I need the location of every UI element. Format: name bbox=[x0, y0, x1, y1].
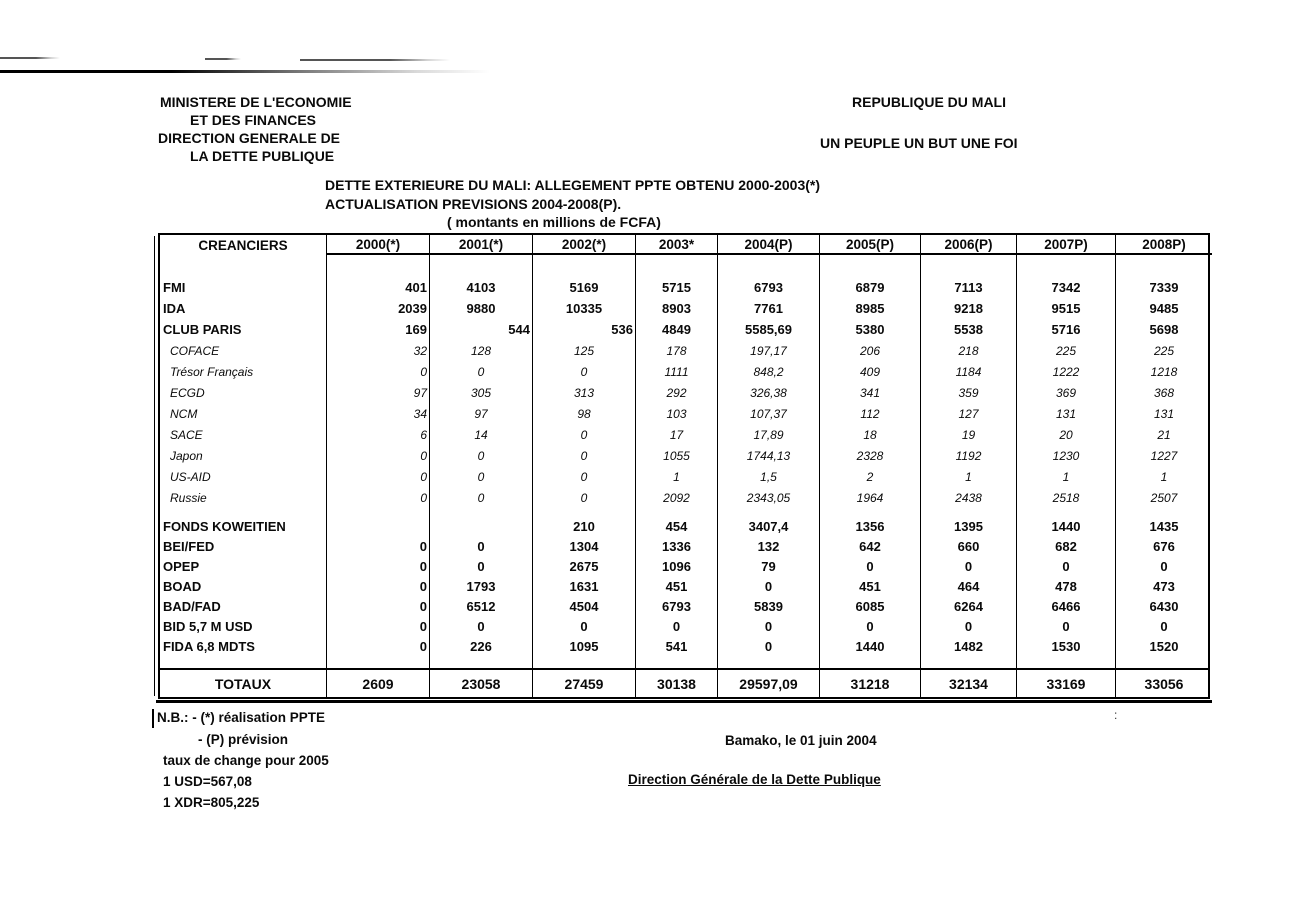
scan-artifact-dash bbox=[300, 59, 450, 61]
value-cell: 682 bbox=[1017, 536, 1116, 556]
spacer-row bbox=[160, 656, 1208, 668]
value-cell: 0 bbox=[327, 361, 430, 382]
value-cell: 0 bbox=[1017, 556, 1116, 576]
value-cell: 0 bbox=[718, 636, 820, 656]
value-cell: 1304 bbox=[533, 536, 636, 556]
value-cell: 0 bbox=[430, 556, 533, 576]
value-cell: 127 bbox=[921, 403, 1017, 424]
table-row bbox=[160, 636, 1208, 656]
value-cell: 0 bbox=[327, 487, 430, 508]
value-cell: 1440 bbox=[1017, 516, 1116, 536]
value-cell: 5839 bbox=[718, 596, 820, 616]
column-header: 2005(P) bbox=[820, 235, 921, 255]
table-row bbox=[160, 516, 1208, 536]
table-subrow bbox=[160, 487, 1208, 508]
value-cell: 4103 bbox=[430, 277, 533, 298]
creditor-label: CLUB PARIS bbox=[160, 319, 327, 340]
value-cell: 1192 bbox=[921, 445, 1017, 466]
value-cell: 1 bbox=[1017, 466, 1116, 487]
value-cell: 225 bbox=[1153, 343, 1175, 358]
value-cell: 1 bbox=[1160, 469, 1168, 484]
totals-label: TOTAUX bbox=[160, 670, 327, 697]
value-cell: 359 bbox=[921, 382, 1017, 403]
creditor-label: ECGD bbox=[160, 382, 327, 403]
spacer-row bbox=[160, 255, 1208, 277]
value-cell: 1218 bbox=[1150, 364, 1178, 379]
totals-value-cell: 33169 bbox=[1017, 670, 1116, 697]
value-cell: 5585,69 bbox=[718, 319, 820, 340]
value-cell: 21 bbox=[1157, 427, 1171, 442]
value-cell: 226 bbox=[430, 636, 533, 656]
value-cell: 132 bbox=[718, 536, 820, 556]
value-cell: 473 bbox=[1153, 578, 1175, 594]
scan-double-bottom-border bbox=[156, 700, 1212, 703]
column-header: CREANCIERS bbox=[160, 235, 327, 255]
value-cell: 32 bbox=[327, 340, 430, 361]
value-cell: 2518 bbox=[1017, 487, 1116, 508]
value-cell: 8903 bbox=[636, 298, 718, 319]
value-cell: 1095 bbox=[533, 636, 636, 656]
value-cell: 0 bbox=[1160, 558, 1168, 574]
value-cell: 5715 bbox=[636, 277, 718, 298]
value-cell: 6466 bbox=[1017, 596, 1116, 616]
value-cell: 20 bbox=[1017, 424, 1116, 445]
creditor-label: IDA bbox=[160, 298, 327, 319]
value-cell: 1 bbox=[921, 466, 1017, 487]
value-cell: 0 bbox=[430, 487, 533, 508]
column-header: 2002(*) bbox=[533, 235, 636, 255]
totals-value-cell: 32134 bbox=[921, 670, 1017, 697]
creditor-label: OPEP bbox=[160, 556, 327, 576]
creditor-label: Russie bbox=[160, 487, 327, 508]
value-cell: 19 bbox=[921, 424, 1017, 445]
debt-table bbox=[158, 233, 1210, 699]
value-cell: 0 bbox=[327, 596, 430, 616]
value-cell: 0 bbox=[430, 616, 533, 636]
value-cell: 0 bbox=[1160, 618, 1168, 634]
value-cell: 1631 bbox=[533, 576, 636, 596]
totals-row bbox=[160, 668, 1208, 697]
value-cell: 1227 bbox=[1150, 448, 1178, 463]
value-cell: 341 bbox=[820, 382, 921, 403]
totals-value-cell: 33056 bbox=[1144, 675, 1184, 692]
scan-artifact-dash bbox=[205, 58, 241, 60]
value-cell: 5380 bbox=[820, 319, 921, 340]
table-row bbox=[160, 319, 1208, 340]
value-cell: 0 bbox=[533, 424, 636, 445]
value-cell: 2 bbox=[820, 466, 921, 487]
value-cell: 0 bbox=[533, 445, 636, 466]
table-subrow bbox=[160, 445, 1208, 466]
column-header: 2000(*) bbox=[327, 235, 430, 255]
value-cell: 0 bbox=[533, 487, 636, 508]
value-cell: 0 bbox=[921, 616, 1017, 636]
value-cell: 6264 bbox=[921, 596, 1017, 616]
totals-value-cell: 31218 bbox=[820, 670, 921, 697]
scan-artifact-dash bbox=[0, 57, 60, 59]
value-cell: 9880 bbox=[430, 298, 533, 319]
ministry-line-2: ET DES FINANCES bbox=[190, 112, 317, 128]
value-cell: 454 bbox=[636, 516, 718, 536]
value-cell: 4504 bbox=[533, 596, 636, 616]
value-cell: 0 bbox=[820, 556, 921, 576]
value-cell: 1336 bbox=[636, 536, 718, 556]
value-cell: 2092 bbox=[636, 487, 718, 508]
table-row bbox=[160, 277, 1208, 298]
value-cell: 2438 bbox=[921, 487, 1017, 508]
table-row bbox=[160, 596, 1208, 616]
column-header: 2001(*) bbox=[430, 235, 533, 255]
value-cell: 2039 bbox=[327, 298, 430, 319]
value-cell: 2343,05 bbox=[718, 487, 820, 508]
value-cell: 1356 bbox=[820, 516, 921, 536]
footnote-nb-1: N.B.: - (*) réalisation PPTE bbox=[157, 710, 326, 725]
value-cell: 9515 bbox=[1017, 298, 1116, 319]
value-cell: 6085 bbox=[820, 596, 921, 616]
value-cell: 112 bbox=[820, 403, 921, 424]
xdr-rate: 1 XDR=805,225 bbox=[163, 795, 260, 810]
value-cell: 0 bbox=[921, 556, 1017, 576]
doc-title-units: ( montants en millions de FCFA) bbox=[447, 214, 661, 230]
table-row bbox=[160, 616, 1208, 636]
value-cell: 326,38 bbox=[718, 382, 820, 403]
value-cell: 0 bbox=[636, 616, 718, 636]
value-cell: 131 bbox=[1153, 406, 1175, 421]
value-cell: 660 bbox=[921, 536, 1017, 556]
value-cell: 34 bbox=[327, 403, 430, 424]
table-subrow bbox=[160, 403, 1208, 424]
value-cell: 0 bbox=[327, 556, 430, 576]
value-cell: 107,37 bbox=[718, 403, 820, 424]
value-cell: 0 bbox=[327, 445, 430, 466]
value-cell: 0 bbox=[327, 466, 430, 487]
value-cell: 7761 bbox=[718, 298, 820, 319]
creditor-label: BOAD bbox=[160, 576, 327, 596]
value-cell: 464 bbox=[921, 576, 1017, 596]
value-cell: 6793 bbox=[718, 277, 820, 298]
creditor-label: FONDS KOWEITIEN bbox=[160, 516, 327, 536]
creditor-label: FIDA 6,8 MDTS bbox=[160, 636, 327, 656]
value-cell: 210 bbox=[533, 516, 636, 536]
value-cell: 848,2 bbox=[718, 361, 820, 382]
ministry-line-3: DIRECTION GENERALE DE bbox=[158, 130, 341, 146]
spacer-row bbox=[160, 508, 1208, 516]
value-cell: 178 bbox=[636, 340, 718, 361]
value-cell: 451 bbox=[820, 576, 921, 596]
table-subrow bbox=[160, 340, 1208, 361]
value-cell: 218 bbox=[921, 340, 1017, 361]
creditor-label: BAD/FAD bbox=[160, 596, 327, 616]
table-row bbox=[160, 536, 1208, 556]
value-cell: 313 bbox=[533, 382, 636, 403]
creditor-label: NCM bbox=[160, 403, 327, 424]
value-cell: 0 bbox=[430, 445, 533, 466]
value-cell: 451 bbox=[636, 576, 718, 596]
column-header: 2006(P) bbox=[921, 235, 1017, 255]
national-motto: UN PEUPLE UN BUT UNE FOI bbox=[820, 135, 1018, 151]
value-cell: 0 bbox=[820, 616, 921, 636]
value-cell: 6879 bbox=[820, 277, 921, 298]
value-cell: 0 bbox=[327, 536, 430, 556]
value-cell: 14 bbox=[430, 424, 533, 445]
value-cell: 206 bbox=[820, 340, 921, 361]
column-header: 2008P) bbox=[1116, 235, 1212, 255]
value-cell: 5698 bbox=[1149, 322, 1179, 337]
value-cell: 17 bbox=[636, 424, 718, 445]
creditor-label: SACE bbox=[160, 424, 327, 445]
table-subrow bbox=[160, 424, 1208, 445]
value-cell: 2507 bbox=[1150, 490, 1178, 505]
column-header: 2007P) bbox=[1017, 235, 1116, 255]
value-cell: 0 bbox=[533, 466, 636, 487]
creditor-label: Trésor Français bbox=[160, 361, 327, 382]
ministry-line-1: MINISTERE DE L'ECONOMIE bbox=[160, 94, 352, 110]
table-subrow bbox=[160, 361, 1208, 382]
value-cell: 9218 bbox=[921, 298, 1017, 319]
table-row bbox=[160, 298, 1208, 319]
value-cell: 541 bbox=[636, 636, 718, 656]
value-cell: 10335 bbox=[533, 298, 636, 319]
totals-value-cell: 29597,09 bbox=[718, 670, 820, 697]
scan-double-left-border bbox=[154, 236, 155, 696]
totals-value-cell: 30138 bbox=[636, 670, 718, 697]
creditor-label: COFACE bbox=[160, 340, 327, 361]
value-cell: 125 bbox=[533, 340, 636, 361]
doc-title-line-1: DETTE EXTERIEURE DU MALI: ALLEGEMENT PPTE OBTENU 2000-2003(*) bbox=[325, 177, 820, 193]
value-cell: 536 bbox=[533, 319, 636, 340]
value-cell: 103 bbox=[636, 403, 718, 424]
value-cell: 7339 bbox=[1149, 280, 1179, 295]
value-cell: 0 bbox=[718, 576, 820, 596]
value-cell: 409 bbox=[820, 361, 921, 382]
value-cell: 7113 bbox=[921, 277, 1017, 298]
ministry-line-4: LA DETTE PUBLIQUE bbox=[190, 148, 335, 164]
creditor-label: BID 5,7 M USD bbox=[160, 616, 327, 636]
value-cell: 3407,4 bbox=[718, 516, 820, 536]
value-cell: 1111 bbox=[636, 361, 718, 382]
value-cell: 478 bbox=[1017, 576, 1116, 596]
value-cell: 292 bbox=[636, 382, 718, 403]
value-cell: 169 bbox=[327, 319, 430, 340]
value-cell bbox=[327, 516, 430, 536]
value-cell: 6430 bbox=[1149, 598, 1179, 614]
value-cell: 544 bbox=[430, 319, 533, 340]
value-cell: 131 bbox=[1017, 403, 1116, 424]
table-header-row bbox=[160, 235, 1208, 255]
value-cell: 1793 bbox=[430, 576, 533, 596]
value-cell: 0 bbox=[327, 616, 430, 636]
creditor-label: BEI/FED bbox=[160, 536, 327, 556]
value-cell: 0 bbox=[533, 616, 636, 636]
value-cell: 1395 bbox=[921, 516, 1017, 536]
value-cell: 1530 bbox=[1017, 636, 1116, 656]
value-cell: 1,5 bbox=[718, 466, 820, 487]
value-cell: 5716 bbox=[1017, 319, 1116, 340]
value-cell: 1482 bbox=[921, 636, 1017, 656]
value-cell: 197,17 bbox=[718, 340, 820, 361]
footnote-nb-2: - (P) prévision bbox=[198, 732, 289, 747]
totals-value-cell: 23058 bbox=[430, 670, 533, 697]
table-subrow bbox=[160, 382, 1208, 403]
value-cell: 0 bbox=[533, 361, 636, 382]
value-cell: 98 bbox=[533, 403, 636, 424]
value-cell: 305 bbox=[430, 382, 533, 403]
value-cell: 0 bbox=[327, 576, 430, 596]
table-row bbox=[160, 576, 1208, 596]
value-cell: 18 bbox=[820, 424, 921, 445]
scan-artifact-colon: : bbox=[1114, 708, 1118, 722]
value-cell: 9485 bbox=[1149, 301, 1179, 316]
value-cell: 2328 bbox=[820, 445, 921, 466]
value-cell: 1184 bbox=[921, 361, 1017, 382]
creditor-label: US-AID bbox=[160, 466, 327, 487]
value-cell: 0 bbox=[718, 616, 820, 636]
value-cell: 1230 bbox=[1017, 445, 1116, 466]
totals-value-cell: 2609 bbox=[327, 670, 430, 697]
usd-rate: 1 USD=567,08 bbox=[163, 774, 252, 789]
creditor-label: Japon bbox=[160, 445, 327, 466]
value-cell: 1 bbox=[636, 466, 718, 487]
value-cell: 4849 bbox=[636, 319, 718, 340]
value-cell: 1964 bbox=[820, 487, 921, 508]
value-cell: 401 bbox=[327, 277, 430, 298]
value-cell bbox=[430, 516, 533, 536]
value-cell: 0 bbox=[1017, 616, 1116, 636]
value-cell: 6793 bbox=[636, 596, 718, 616]
totals-value-cell: 27459 bbox=[533, 670, 636, 697]
value-cell: 5538 bbox=[921, 319, 1017, 340]
signature-title: Direction Générale de la Dette Publique bbox=[628, 772, 881, 787]
value-cell: 1520 bbox=[1149, 638, 1179, 654]
table-subrow bbox=[160, 466, 1208, 487]
value-cell: 1055 bbox=[636, 445, 718, 466]
value-cell: 17,89 bbox=[718, 424, 820, 445]
value-cell: 1222 bbox=[1017, 361, 1116, 382]
value-cell: 79 bbox=[718, 556, 820, 576]
table-row bbox=[160, 556, 1208, 576]
value-cell: 0 bbox=[430, 536, 533, 556]
scan-artifact-line bbox=[0, 70, 490, 73]
value-cell: 1096 bbox=[636, 556, 718, 576]
republic-title: REPUBLIQUE DU MALI bbox=[852, 94, 1006, 110]
value-cell: 5169 bbox=[533, 277, 636, 298]
value-cell: 2675 bbox=[533, 556, 636, 576]
doc-title-line-2: ACTUALISATION PREVISIONS 2004-2008(P). bbox=[325, 196, 622, 212]
value-cell: 128 bbox=[430, 340, 533, 361]
value-cell: 642 bbox=[820, 536, 921, 556]
value-cell: 6 bbox=[327, 424, 430, 445]
value-cell: 1435 bbox=[1149, 518, 1179, 534]
value-cell: 0 bbox=[327, 636, 430, 656]
value-cell: 7342 bbox=[1017, 277, 1116, 298]
value-cell: 97 bbox=[430, 403, 533, 424]
value-cell: 0 bbox=[430, 466, 533, 487]
value-cell: 0 bbox=[430, 361, 533, 382]
value-cell: 676 bbox=[1153, 538, 1175, 554]
value-cell: 8985 bbox=[820, 298, 921, 319]
value-cell: 1744,13 bbox=[718, 445, 820, 466]
exchange-rate-label: taux de change pour 2005 bbox=[163, 753, 329, 768]
value-cell: 97 bbox=[327, 382, 430, 403]
creditor-label: FMI bbox=[160, 277, 327, 298]
value-cell: 369 bbox=[1017, 382, 1116, 403]
column-header: 2003* bbox=[636, 235, 718, 255]
value-cell: 368 bbox=[1153, 385, 1175, 400]
nb-cursor-bar bbox=[152, 709, 154, 728]
value-cell: 1440 bbox=[820, 636, 921, 656]
column-header: 2004(P) bbox=[718, 235, 820, 255]
value-cell: 225 bbox=[1017, 340, 1116, 361]
place-date: Bamako, le 01 juin 2004 bbox=[725, 733, 877, 748]
value-cell: 6512 bbox=[430, 596, 533, 616]
